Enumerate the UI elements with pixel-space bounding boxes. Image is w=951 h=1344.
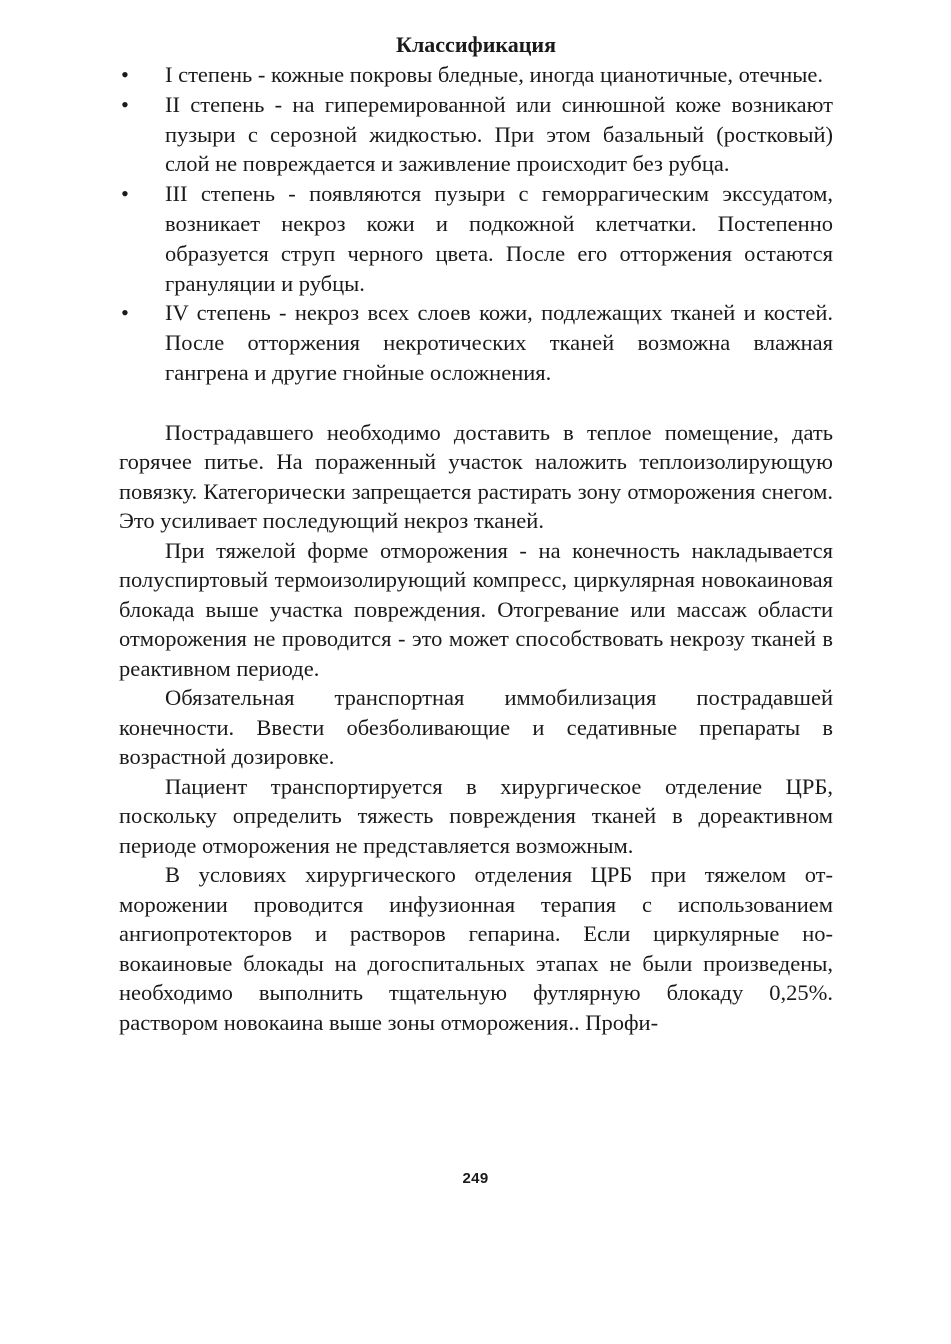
paragraph-2: При тяжелой форме отморожения - на конечность накладывается полуспиртовый термоизолирующий компресс, циркулярная новокаиновая блокада выше участка повреждения. Отогревание или массаж области отморожения не проводится - это может способствовать некрозу тканей в реактивном периоде. <box>119 537 833 681</box>
paragraph-5: В условиях хирургического отделения ЦРБ при тяжелом отморожении проводится инфузионная терапия с использованием ангиопротекторов и растворов гепарина. Если циркулярные новокаиновые блокады на догоспитальных этапах не были произведены, необходимо выполнить тщательную футлярную блокаду 0,25%. раствором новокаина выше зоны отморожения.. Профи- <box>119 862 833 1035</box>
bullet-icon: • <box>121 91 129 117</box>
bullet-icon: • <box>121 300 129 326</box>
bullet-icon: • <box>121 181 129 207</box>
paragraph-4: Пациент транспортируется в хирургическое отделение ЦРБ, поскольку определить тяжесть повреждения тканей в дореактивном периоде отморожения не представляется возможным. <box>119 773 833 858</box>
classification-item-1 <box>119 60 833 90</box>
classification-item-text: III степень - появляются пузыри с геморрагическим экссудатом, возникает некроз кожи и подкожной клетчатки. Постепенно образуется струп черного цвета. После его отторжения остаются грануляции и рубцы. <box>165 181 833 296</box>
section-heading: Классификация <box>396 32 556 57</box>
page-content <box>119 30 833 1037</box>
classification-list <box>119 60 833 388</box>
paragraph-3: Обязательная транспортная иммобилизация пострадавшей конечности. Ввести обезболивающие и седативные препараты в возрастной дозировке. <box>119 685 833 770</box>
classification-item-text: I степень - кожные покровы бледные, иногда цианотичные, отечные. <box>165 62 823 87</box>
classification-item-3 <box>119 179 833 298</box>
classification-item-text: II степень - на гиперемированной или синюшной коже возникают пузыри с серозной жидкостью. При этом базальный (ростковый) слой не повреждается и заживление происходит без рубца. <box>165 91 833 177</box>
classification-item-text: IV степень - некроз всех слоев кожи, подлежащих тканей и костей. После отторжения некротических тканей возможна влажная гангрена и другие гнойные осложнения. <box>165 300 833 385</box>
page-number: 249 <box>462 1170 489 1187</box>
classification-item-4 <box>119 298 833 387</box>
classification-item-2 <box>119 90 833 179</box>
bullet-icon: • <box>121 62 129 87</box>
paragraph-1: Пострадавшего необходимо доставить в теплое помещение, дать горячее питье. На пораженный участок наложить теплоизолирующую повязку. Категорически запрещается растирать зону отморожения снегом. Это усиливает последующий некроз тканей. <box>119 419 833 534</box>
body-text <box>119 418 833 1038</box>
